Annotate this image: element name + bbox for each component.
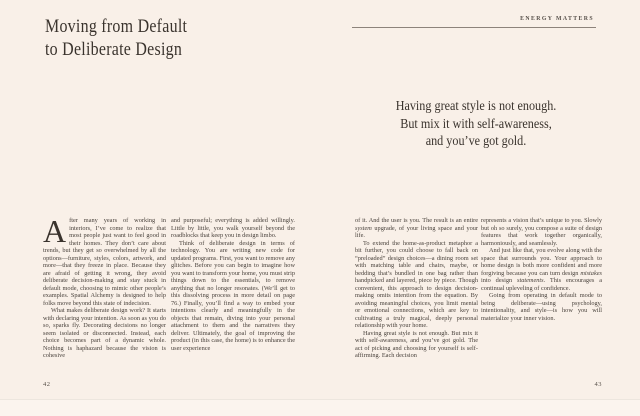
body-text: To extend the home-as-product metaphor a bit further, you could choose to fall back on “preloaded” design choices—a dining room set with matching table and chairs, maybe, or bedding that’s bundled in one bag rather than handpicked and layered, piece by piece. Though convenient, this approach to design decision-making omits intention from the equation. By avoiding meaningful choices, you limit mental or emotional connections, which are key to cultivating a truly magical, deeply personal relationship with your home. — [355, 239, 478, 329]
body-paragraph — [481, 247, 602, 292]
chapter-title-line-1: Moving from Default — [45, 16, 188, 37]
body-paragraph — [355, 240, 478, 330]
body-paragraph — [481, 217, 602, 247]
body-text: fter many years of working in interiors, I’ve come to realize that most people just want to feel good in their homes. They don’t care about trends, but they get so overwhelmed by all the options—furniture, styles, colors, artwork, and more—that they freeze in place. Because they are afraid of getting it wrong, they avoid deliberate decision-making and stay stuck in default mode, choosing to mimic other people’s examples. Spatial Alchemy is designed to help folks move beyond this state of indecision. — [43, 217, 166, 307]
body-text: Think of deliberate design in terms of technology. You are writing new code for updated programs. First, you want to remove any glitches. Before you can begin to imagine how you want to transform your home, you must strip things down to the essentials, to remove anything that no longer resonates. (We’ll get to this dissolving process in more detail on page 76.) Finally, you’ll find a way to embed your intentions clearly and meaningfully in the objects that remain, diving into your personal attachment to them and the narratives they deliver. Ultimately, the goal of improving the product (in this case, the home) is to enhance the user experience — [171, 239, 295, 352]
body-paragraph — [355, 330, 478, 360]
pull-quote-line-3: and you’ve got gold. — [425, 133, 527, 148]
page-number-right: 43 — [594, 381, 602, 388]
pull-quote-line-1: Having great style is not enough. — [395, 98, 557, 113]
italic-text: mistakes — [580, 269, 602, 277]
header-rule — [352, 27, 596, 28]
body-text: And just like that, you evolve along with the space that surrounds you. Your approach to home design is both more confident and more forgiving because you can turn design — [481, 247, 602, 277]
body-text: Going from operating in default mode to being deliberate—using psychology, intentionality, and style—is how you will materialize your inner vision. — [481, 292, 602, 322]
body-text: into design — [481, 277, 517, 284]
text-column-4 — [481, 217, 602, 369]
italic-text: system — [355, 224, 372, 232]
body-text: . This encourages a continual upleveling of confidence. — [481, 277, 602, 292]
body-text: and purposeful; everything is added willingly. Little by little, you walk yourself beyond the roadblocks that keep you in design limbo. — [171, 217, 295, 239]
body-text: What makes deliberate design work? It starts with declaring your intention. As soon as you do so, sparks fly. Decorating decisions no longer seem isolated or disconnected. Instead, each choice becomes part of a dynamic whole. Nothing is haphazard because the vision is cohesive — [43, 307, 166, 359]
body-text: Having great style is not enough. But mix it with self-awareness, and you’ve got gold. The act of picking and choosing for yourself is self-affirming. Each decision — [355, 329, 478, 359]
body-text: of it. And the user is you. The result is an entire — [355, 217, 478, 224]
drop-cap: A — [43, 217, 67, 249]
pull-quote — [364, 97, 587, 150]
pull-quote-line-2: But mix it with self-awareness, — [400, 115, 552, 131]
italic-text: statements — [517, 277, 544, 284]
running-header: ENERGY MATTERS — [520, 16, 594, 22]
text-column-3 — [355, 217, 478, 369]
page-number-left: 42 — [43, 381, 51, 388]
body-text: represents a vision that’s unique to you. Slowly but oh so surely, you compose a suite of design features that work together organically, harmoniously, and seamlessly. — [481, 217, 602, 247]
body-text: upgrade, of your living space and your life. — [355, 224, 478, 239]
body-paragraph — [355, 217, 478, 240]
chapter-title-line-2: to Deliberate Design — [45, 39, 183, 60]
body-paragraph — [481, 292, 602, 322]
page-bottom-edge — [0, 399, 640, 416]
